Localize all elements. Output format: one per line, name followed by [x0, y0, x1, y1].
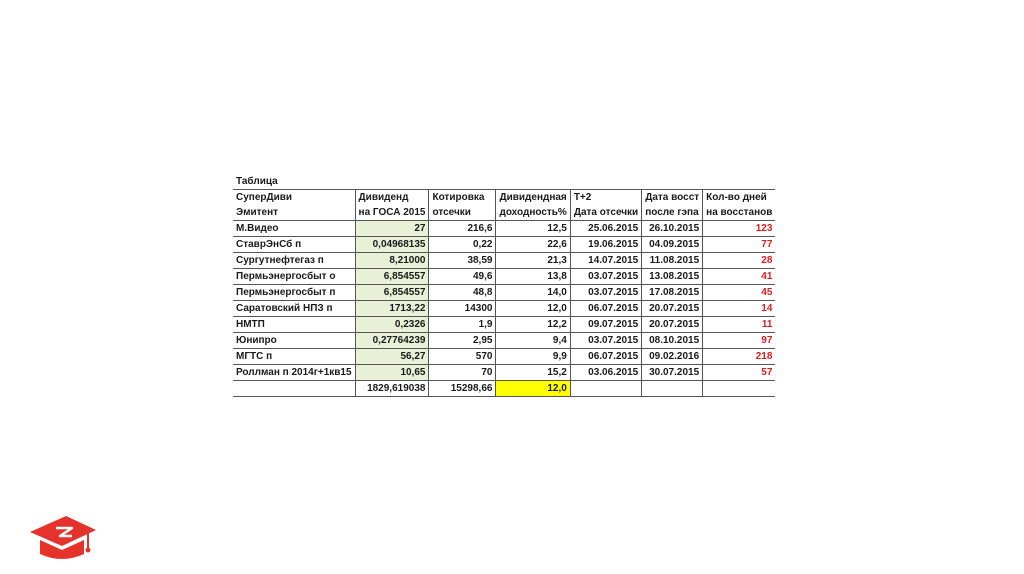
- table-cell: 06.07.2015: [570, 301, 641, 317]
- dividend-cell: 6,854557: [355, 269, 429, 285]
- days-to-recover-cell: 14: [703, 301, 776, 317]
- table-cell: 09.02.2016: [642, 349, 703, 365]
- table-cell: 03.07.2015: [570, 333, 641, 349]
- graduation-cap-logo-icon: [26, 512, 98, 564]
- dividend-cell: 0,27764239: [355, 333, 429, 349]
- days-to-recover-cell: 45: [703, 285, 776, 301]
- table-cell: 1,9: [429, 317, 496, 333]
- header-cell: на восстанов: [703, 205, 776, 221]
- table-row: [233, 333, 775, 349]
- spreadsheet-table-container: [233, 174, 775, 397]
- header-cell: Дата восст: [642, 190, 703, 206]
- days-to-recover-cell: 41: [703, 269, 776, 285]
- table-row: [233, 349, 775, 365]
- dividend-cell: 27: [355, 221, 429, 237]
- header-row-1: [233, 190, 775, 206]
- days-to-recover-cell: 123: [703, 221, 776, 237]
- totals-cell: [703, 381, 776, 397]
- header-cell: Дивиденд: [355, 190, 429, 206]
- table-cell: 12,0: [496, 301, 570, 317]
- header-cell: T+2: [570, 190, 641, 206]
- table-cell: 08.10.2015: [642, 333, 703, 349]
- issuer-name-cell: Юнипро: [233, 333, 355, 349]
- caption-row: [233, 174, 775, 190]
- days-to-recover-cell: 11: [703, 317, 776, 333]
- totals-row: [233, 381, 775, 397]
- table-cell: 570: [429, 349, 496, 365]
- table-cell: 14,0: [496, 285, 570, 301]
- table-cell: 03.06.2015: [570, 365, 641, 381]
- days-to-recover-cell: 77: [703, 237, 776, 253]
- totals-cell: [570, 381, 641, 397]
- table-cell: 09.07.2015: [570, 317, 641, 333]
- table-cell: 20.07.2015: [642, 317, 703, 333]
- issuer-name-cell: Пермьэнергосбыт о: [233, 269, 355, 285]
- table-cell: 9,4: [496, 333, 570, 349]
- header-cell: СуперДиви: [233, 190, 355, 206]
- totals-cell: 15298,66: [429, 381, 496, 397]
- cap-tassel-end: [86, 548, 91, 553]
- table-row: [233, 253, 775, 269]
- table-row: [233, 365, 775, 381]
- header-cell: Эмитент: [233, 205, 355, 221]
- table-cell: 22,6: [496, 237, 570, 253]
- table-cell: 49,6: [429, 269, 496, 285]
- days-to-recover-cell: 28: [703, 253, 776, 269]
- issuer-name-cell: Саратовский НПЗ п: [233, 301, 355, 317]
- totals-cell: [642, 381, 703, 397]
- cap-top-shape: [30, 516, 96, 546]
- issuer-name-cell: МГТС п: [233, 349, 355, 365]
- table-cell: 26.10.2015: [642, 221, 703, 237]
- table-row: [233, 301, 775, 317]
- table-cell: 12,5: [496, 221, 570, 237]
- table-caption: Таблица: [236, 176, 278, 187]
- table-cell: 2,95: [429, 333, 496, 349]
- header-cell: после гэпа: [642, 205, 703, 221]
- table-row: [233, 221, 775, 237]
- dividend-cell: 6,854557: [355, 285, 429, 301]
- table-cell: 38,59: [429, 253, 496, 269]
- table-cell: 19.06.2015: [570, 237, 641, 253]
- header-cell: на ГОСА 2015: [355, 205, 429, 221]
- table-cell: 30.07.2015: [642, 365, 703, 381]
- table-cell: 70: [429, 365, 496, 381]
- table-cell: 14.07.2015: [570, 253, 641, 269]
- header-cell: Котировка: [429, 190, 496, 206]
- issuer-name-cell: М.Видео: [233, 221, 355, 237]
- dividend-table: [233, 174, 775, 397]
- issuer-name-cell: НМТП: [233, 317, 355, 333]
- header-cell: доходность%: [496, 205, 570, 221]
- header-cell: Дата отсечки: [570, 205, 641, 221]
- header-row-2: [233, 205, 775, 221]
- average-yield-cell: 12,0: [496, 381, 570, 397]
- totals-cell: 1829,619038: [355, 381, 429, 397]
- days-to-recover-cell: 57: [703, 365, 776, 381]
- table-row: [233, 317, 775, 333]
- table-cell: 06.07.2015: [570, 349, 641, 365]
- dividend-cell: 8,21000: [355, 253, 429, 269]
- dividend-cell: 10,65: [355, 365, 429, 381]
- header-cell: Кол-во дней: [703, 190, 776, 206]
- dividend-cell: 0,04968135: [355, 237, 429, 253]
- table-cell: 25.06.2015: [570, 221, 641, 237]
- table-row: [233, 269, 775, 285]
- header-cell: Дивидендная: [496, 190, 570, 206]
- table-cell: 14300: [429, 301, 496, 317]
- table-cell: 21,3: [496, 253, 570, 269]
- dividend-cell: 56,27: [355, 349, 429, 365]
- table-cell: 216,6: [429, 221, 496, 237]
- table-cell: 03.07.2015: [570, 285, 641, 301]
- table-cell: 15,2: [496, 365, 570, 381]
- days-to-recover-cell: 97: [703, 333, 776, 349]
- dividend-cell: 1713,22: [355, 301, 429, 317]
- table-row: [233, 285, 775, 301]
- issuer-name-cell: СтаврЭнСб п: [233, 237, 355, 253]
- table-row: [233, 237, 775, 253]
- table-cell: 13,8: [496, 269, 570, 285]
- table-cell: 12,2: [496, 317, 570, 333]
- table-cell: 17.08.2015: [642, 285, 703, 301]
- table-cell: 13.08.2015: [642, 269, 703, 285]
- table-cell: 20.07.2015: [642, 301, 703, 317]
- table-cell: 11.08.2015: [642, 253, 703, 269]
- table-cell: 04.09.2015: [642, 237, 703, 253]
- table-cell: 48,8: [429, 285, 496, 301]
- totals-cell: [233, 381, 355, 397]
- table-cell: 03.07.2015: [570, 269, 641, 285]
- table-cell: 0,22: [429, 237, 496, 253]
- dividend-cell: 0,2326: [355, 317, 429, 333]
- issuer-name-cell: Роллман п 2014г+1кв15: [233, 365, 355, 381]
- header-cell: отсечки: [429, 205, 496, 221]
- days-to-recover-cell: 218: [703, 349, 776, 365]
- issuer-name-cell: Пермьэнергосбыт п: [233, 285, 355, 301]
- issuer-name-cell: Сургутнефтегаз п: [233, 253, 355, 269]
- table-cell: 9,9: [496, 349, 570, 365]
